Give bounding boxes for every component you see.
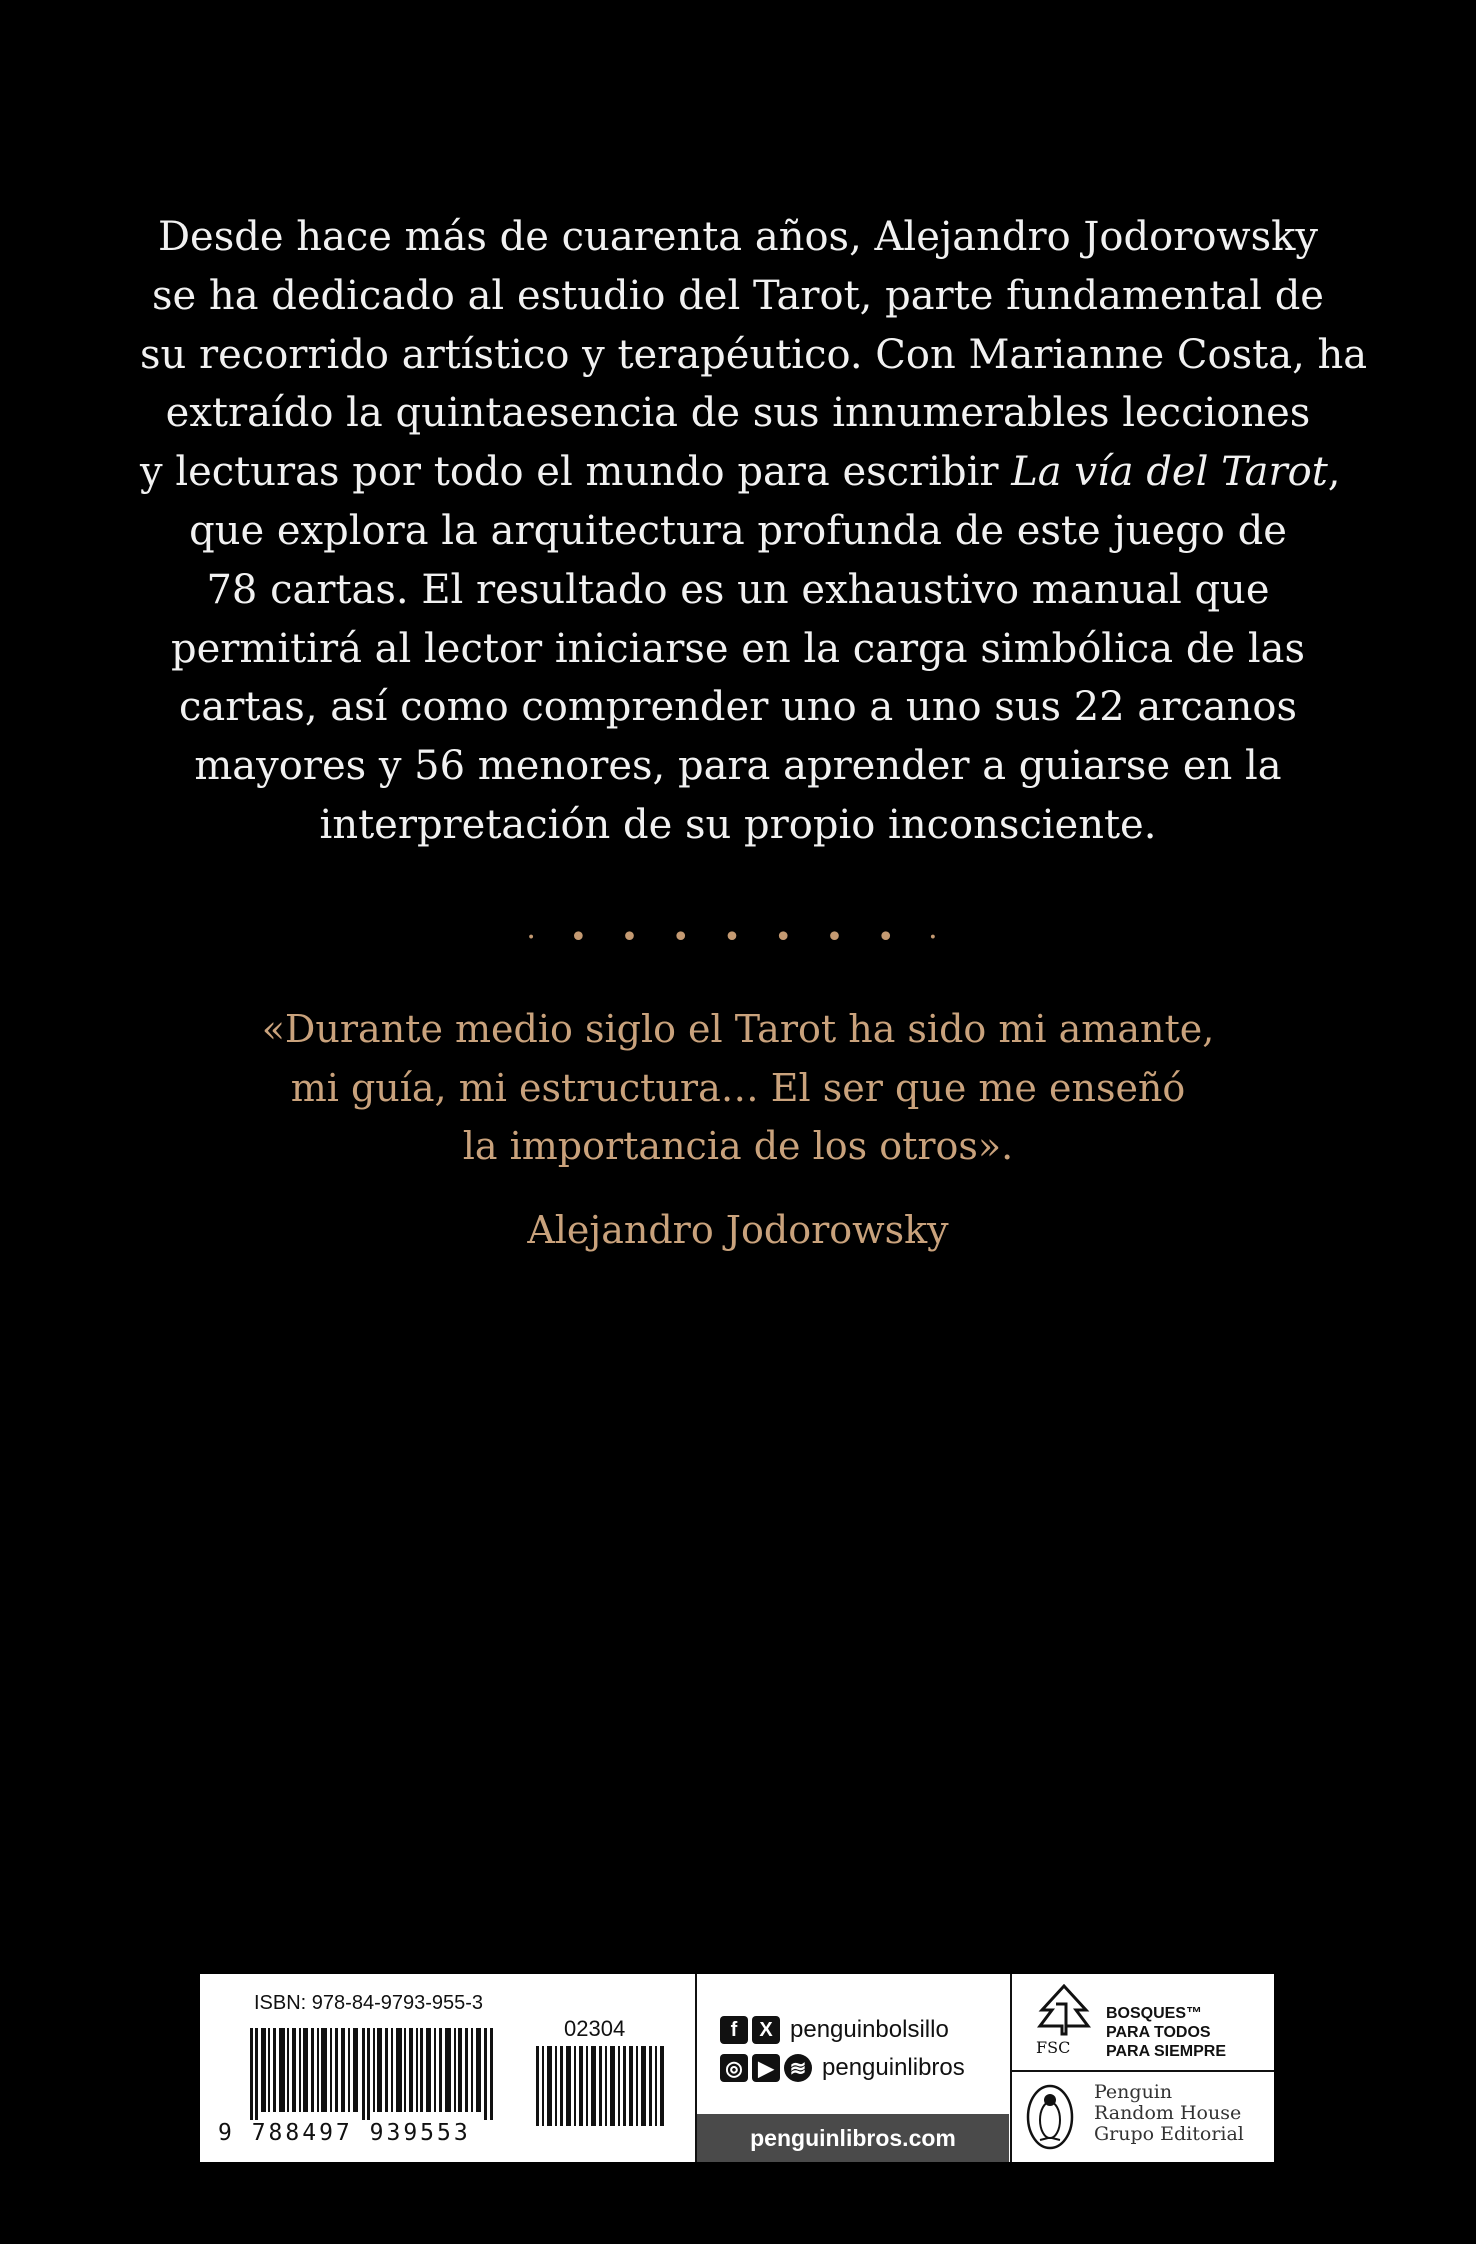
strip-divider xyxy=(1012,2070,1274,2072)
fsc-tree-icon xyxy=(1036,1984,1092,2036)
spotify-icon[interactable]: ≋ xyxy=(784,2054,812,2082)
synopsis-line: cartas, así como comprender uno a uno sus 22 arcanos xyxy=(179,684,1297,731)
publisher-line: Penguin xyxy=(1094,2081,1173,2103)
synopsis-line: Desde hace más de cuarenta años, Alejandro Jodorowsky xyxy=(157,214,1319,260)
synopsis-text: , xyxy=(1327,449,1341,496)
instagram-icon[interactable]: ◎ xyxy=(720,2054,748,2082)
social-handle[interactable]: penguinlibros xyxy=(822,2054,965,2081)
synopsis-line: interpretación de su propio inconsciente. xyxy=(319,801,1157,848)
publisher-name xyxy=(1094,2082,1244,2145)
book-title: La vía del Tarot xyxy=(1011,449,1328,496)
pull-quote xyxy=(140,1000,1336,1176)
synopsis xyxy=(140,208,1368,855)
ornament-divider: · • • • • • • • · xyxy=(526,920,950,955)
price-barcode xyxy=(536,2046,666,2126)
quote-line: «Durante medio siglo el Tarot ha sido mi amante, xyxy=(261,1007,1215,1051)
publisher-line: Random House xyxy=(1094,2102,1242,2124)
website-link[interactable]: penguinlibros.com xyxy=(697,2114,1009,2162)
synopsis-line xyxy=(140,443,1341,502)
synopsis-text: y lecturas por todo el mundo para escribir xyxy=(140,449,1012,496)
synopsis-line: que explora la arquitectura profunda de este juego de xyxy=(189,507,1287,554)
fsc-label: FSC xyxy=(1036,2038,1071,2057)
synopsis-line: mayores y 56 menores, para aprender a guiarse en la xyxy=(194,743,1282,790)
publisher-line: Grupo Editorial xyxy=(1094,2123,1244,2145)
synopsis-line: extraído la quintaesencia de sus innumerables lecciones xyxy=(165,390,1311,437)
social-row-libros xyxy=(720,2054,965,2082)
price-code: 02304 xyxy=(564,2016,626,2041)
quote-line: mi guía, mi estructura… El ser que me enseñó xyxy=(290,1065,1186,1110)
fsc-slogan-line: PARA TODOS xyxy=(1106,2024,1211,2041)
fsc-slogan-line: PARA SIEMPRE xyxy=(1106,2043,1227,2060)
fsc-slogan xyxy=(1106,2004,1226,2061)
back-cover-strip xyxy=(200,1974,1274,2162)
isbn-digits: 9 788497 939553 xyxy=(218,2120,471,2146)
quote-line: la importancia de los otros». xyxy=(462,1124,1014,1168)
synopsis-line: permitirá al lector iniciarse en la carga simbólica de las xyxy=(170,625,1305,672)
quote-author: Alejandro Jodorowsky xyxy=(527,1208,949,1252)
social-handle[interactable]: penguinbolsillo xyxy=(790,2016,949,2043)
synopsis-line: 78 cartas. El resultado es un exhaustivo manual que xyxy=(206,566,1270,613)
social-row-bolsillo xyxy=(720,2016,949,2044)
fsc-slogan-line: BOSQUES™ xyxy=(1106,2005,1203,2022)
synopsis-line: se ha dedicado al estudio del Tarot, parte fundamental de xyxy=(152,272,1324,319)
x-icon[interactable]: X xyxy=(752,2016,780,2044)
penguin-logo-icon xyxy=(1026,2084,1074,2150)
isbn-label: ISBN: 978-84-9793-955-3 xyxy=(254,1992,484,2014)
isbn-barcode xyxy=(250,2028,500,2120)
synopsis-line: su recorrido artístico y terapéutico. Con Marianne Costa, ha xyxy=(140,331,1368,378)
youtube-icon[interactable]: ▶ xyxy=(752,2054,780,2082)
facebook-icon[interactable]: f xyxy=(720,2016,748,2044)
fsc-block xyxy=(1012,1974,1274,2070)
